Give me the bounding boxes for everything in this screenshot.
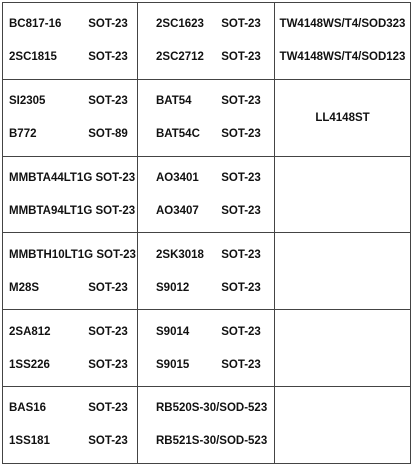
- component-entry: [3, 248, 137, 262]
- package-type: SOT-23: [88, 402, 128, 415]
- table-cell: [138, 233, 275, 310]
- part-number: BAT54: [156, 95, 192, 108]
- part-number: AO3401: [156, 171, 199, 184]
- table-cell: [275, 156, 411, 233]
- component-entry: [138, 325, 274, 339]
- component-entry: [138, 171, 274, 185]
- part-number: MMBTA94LT1G: [9, 204, 93, 217]
- table-row: [3, 310, 411, 387]
- part-number: 1SS226: [9, 358, 50, 371]
- component-entry: [138, 204, 274, 218]
- part-number: 2SK3018: [156, 248, 204, 261]
- component-entry: [138, 50, 274, 64]
- package-type: SOT-23: [221, 281, 261, 294]
- component-entry: [138, 127, 274, 141]
- component-table: [2, 2, 411, 464]
- component-entry: [138, 358, 274, 372]
- part-number: BC817-16: [9, 18, 62, 31]
- package-type: SOT-23: [221, 128, 261, 141]
- component-entry: [138, 248, 274, 262]
- component-entry: [3, 127, 137, 141]
- table-cell: [138, 79, 275, 156]
- part-number: S9014: [156, 325, 190, 338]
- part-number: MMBTA44LT1G: [9, 171, 93, 184]
- component-entry: [138, 281, 274, 295]
- package-type: SOT-23: [95, 171, 136, 184]
- package-type: SOT-23: [88, 325, 128, 338]
- component-entry: [3, 17, 137, 31]
- package-type: SOT-23: [88, 281, 128, 294]
- part-number: BAT54C: [156, 128, 200, 141]
- part-number: AO3407: [156, 204, 199, 217]
- component-entry: [3, 281, 137, 295]
- component-table-body: [3, 3, 411, 464]
- table-cell: [3, 310, 138, 387]
- part-number: 1SS181: [9, 435, 50, 448]
- component-label: RB520S-30/SOD-523: [156, 402, 268, 415]
- table-cell: [275, 386, 411, 463]
- table-cell: [3, 79, 138, 156]
- table-row: [3, 79, 411, 156]
- part-number: 2SC1815: [9, 51, 57, 64]
- table-cell: [275, 233, 411, 310]
- part-number: 2SC1623: [156, 18, 204, 31]
- package-type: SOT-23: [221, 18, 261, 31]
- table-cell: [3, 156, 138, 233]
- table-row: [3, 156, 411, 233]
- table-cell: [3, 386, 138, 463]
- component-label: LL4148ST: [315, 111, 370, 124]
- package-type: SOT-23: [221, 95, 261, 108]
- part-number: B772: [9, 128, 37, 141]
- component-entry: [3, 434, 137, 448]
- component-entry: [3, 204, 137, 218]
- part-number: BAS16: [9, 402, 47, 415]
- component-entry: [3, 358, 137, 372]
- package-type: SOT-23: [88, 18, 128, 31]
- package-type: SOT-23: [221, 325, 261, 338]
- part-number: MMBTH10LT1G: [9, 248, 94, 261]
- table-cell: [3, 3, 138, 80]
- part-number: SI2305: [9, 95, 46, 108]
- table-cell: [275, 79, 411, 156]
- table-cell: [275, 310, 411, 387]
- component-label: TW4148WS/T4/SOD323: [279, 18, 406, 31]
- package-type: SOT-23: [96, 248, 136, 261]
- package-type: SOT-89: [88, 128, 128, 141]
- component-entry: [138, 94, 274, 108]
- package-type: SOT-23: [221, 204, 261, 217]
- package-type: SOT-23: [221, 171, 261, 184]
- table-cell: [3, 233, 138, 310]
- table-row: [3, 386, 411, 463]
- component-entry: [138, 17, 274, 31]
- table-cell: [138, 386, 275, 463]
- table-cell: [275, 3, 411, 80]
- component-entry: [3, 50, 137, 64]
- table-row: [3, 3, 411, 80]
- part-number: 2SA812: [9, 325, 51, 338]
- table-cell: [138, 3, 275, 80]
- package-type: SOT-23: [88, 358, 128, 371]
- component-entry: [3, 401, 137, 415]
- component-entry: [3, 94, 137, 108]
- package-type: SOT-23: [95, 204, 136, 217]
- component-label: TW4148WS/T4/SOD123: [279, 51, 406, 64]
- component-entry: [3, 325, 137, 339]
- part-number: S9015: [156, 358, 190, 371]
- part-number: S9012: [156, 281, 190, 294]
- component-entry: [3, 171, 137, 185]
- package-type: SOT-23: [221, 248, 261, 261]
- table-cell: [138, 156, 275, 233]
- part-number: M28S: [9, 281, 40, 294]
- component-label: RB521S-30/SOD-523: [156, 435, 268, 448]
- part-number: 2SC2712: [156, 51, 204, 64]
- package-type: SOT-23: [221, 358, 261, 371]
- package-type: SOT-23: [221, 51, 261, 64]
- package-type: SOT-23: [88, 95, 128, 108]
- table-row: [3, 233, 411, 310]
- package-type: SOT-23: [88, 51, 128, 64]
- package-type: SOT-23: [88, 435, 128, 448]
- table-cell: [138, 310, 275, 387]
